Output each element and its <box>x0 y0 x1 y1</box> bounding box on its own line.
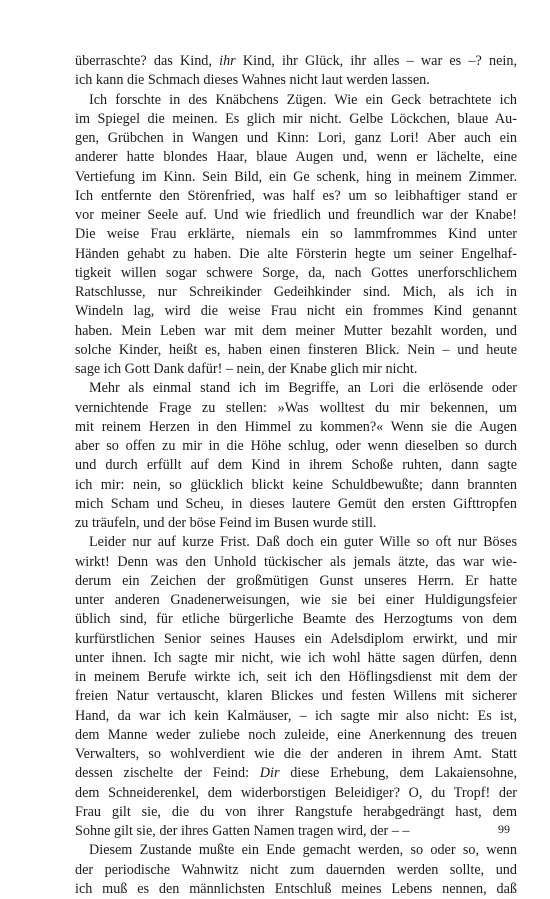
text-line: Frau gilt sie, die du von ihrer Rangstufe herabgedrängt hast, dem <box>75 803 517 820</box>
text-line: Diesem Zustande mußte ein Ende gemacht werden, so oder so, wenn <box>89 842 517 859</box>
text-line: Vertiefung im Kinn. Sein Bild, ein Ge schenk, hing in meinem Zimmer. <box>75 168 517 185</box>
text-line: unter anderen Gnadenerweisungen, wie sie bei einer Huldigungsfeier <box>75 592 517 608</box>
text-line: dem Schneiderenkel, dem widerborstigen Beleidiger? O, du Tropf! der <box>75 784 517 801</box>
text-line: tigkeit willen sogar schwere Sorge, da, nach Gottes unerforschlichem <box>75 264 517 281</box>
text-line: sage ich Gott Dank dafür! – nein, der Knabe glich mir nicht. <box>75 361 418 377</box>
text-line: ich kann die Schmach dieses Wahnes nicht laut werden lassen. <box>75 72 430 89</box>
text-line: ich mir: nein, so glücklich blickt keine Schuldbewußte; dann brannten <box>75 476 517 493</box>
text-line: ich muß es den männlichsten Entschluß meines Lebens nennen, daß <box>75 880 517 897</box>
text-line: mich Scham und Scheu, in dieses lautere Gemüt den ersten Gifttropfen <box>75 495 517 512</box>
text-line: dem Manne weder zuliebe noch zuleide, eine Anerkennung des treuen <box>75 726 517 743</box>
text-line: zu träufeln, und der böse Feind im Busen wurde still. <box>75 515 377 531</box>
text-line: im Spiegel die meinen. Es glich mir nicht. Gelbe Löckchen, blaue Au- <box>75 110 517 127</box>
text-line: Ratschlusse, nur Schreikinder Gedeihkinder sind. Mich, als ich in <box>75 284 517 300</box>
text-line: freien Natur vertauscht, klaren Blickes und festen Willens mit sicherer <box>75 688 517 705</box>
text-line: gen, Grübchen in Wangen und Kinn: Lori, ganz Lori! Aber auch ein <box>75 130 517 146</box>
text-line: haben. Mein Leben war mit dem meiner Mutter bezahlt worden, und <box>75 322 517 339</box>
text-line: Ich forschte in des Knäbchens Zügen. Wie ein Geck betrachtete ich <box>89 91 517 108</box>
text-line: Die weise Frau erklärte, niemals ein so lammfrommes Kind unter <box>75 226 517 243</box>
text-line: Verwalters, so wohlverdient wie die der anderen in ihrem Amt. Statt <box>75 746 517 762</box>
text-line: Händen gehabt zu haben. Die alte Försterin hegte um seiner Engelhaf- <box>75 245 517 262</box>
text-line: wirkt! Denn was den Unhold tückischer als jemals ätzte, das war wie- <box>75 553 517 570</box>
text-line: und durch erfüllt auf dem Kind in ihrem Schoße ruhten, dann sagte <box>75 457 517 474</box>
text-line: Windeln lag, wird die weise Frau nicht ein frommes Kind genannt <box>75 303 517 320</box>
text-line: kurfürstlichen Senior seines Hauses ein Adelsdiplom erwirkt, und mir <box>75 630 517 647</box>
page-number: 99 <box>498 822 510 836</box>
text-line: üblich sind, für etliche bürgerliche Beamte des Herzogtums von dem <box>75 611 517 628</box>
text-line: in meinem Berufe wirkte ich, seit ich den Höflingsdienst mit dem der <box>75 669 517 685</box>
text-line: aber so offen zu mir in die Höhe schlug, oder wenn dieselben so durch <box>75 438 517 454</box>
text-line: überraschte? das Kind, ihr Kind, ihr Glück, ihr alles – war es –? nein, <box>75 53 517 69</box>
text-line: unter ihnen. Ich sagte mir nicht, wie ich wohl hätte sagen dürfen, denn <box>75 649 517 666</box>
text-line: Hand, da war ich kein Kalmäuser, – ich sagte mir also nicht: Es ist, <box>75 707 517 724</box>
text-line: mit reinem Herzen in den Himmel zu kommen?« Wenn sie die Augen <box>75 418 517 435</box>
text-line: solche Kinder, heißt es, haben einen finsteren Blick. Nein – und heute <box>75 341 517 358</box>
text-line: der periodische Wahnwitz nicht zum dauernden werden sollte, und <box>75 861 517 878</box>
text-line: Leider nur auf kurze Frist. Daß doch ein guter Wille so oft nur Böses <box>89 534 517 551</box>
text-line: Mehr als einmal stand ich im Begriffe, an Lori die erlösende oder <box>89 380 517 397</box>
text-line: vor meiner Seele auf. Und wie friedlich und freundlich war der Knabe! <box>75 207 517 223</box>
text-line: dessen zischelte der Feind: Dir diese Erhebung, dem Lakaiensohne, <box>75 765 517 782</box>
body-text <box>75 52 517 899</box>
text-line: vernichtende Frage zu stellen: »Was wolltest du mir bekennen, um <box>75 399 517 416</box>
text-line: derum ein Zeichen der großmütigen Gunst unseres Herrn. Er hatte <box>75 572 517 589</box>
text-line: Sohne gilt sie, der ihres Gatten Namen tragen wird, der – – <box>75 823 410 839</box>
text-line: anderer hatte blondes Haar, blaue Augen und, wenn er lächelte, eine <box>75 149 517 166</box>
text-line: Ich entfernte den Störenfried, was half es? um so leibhaftiger stand er <box>75 187 517 204</box>
